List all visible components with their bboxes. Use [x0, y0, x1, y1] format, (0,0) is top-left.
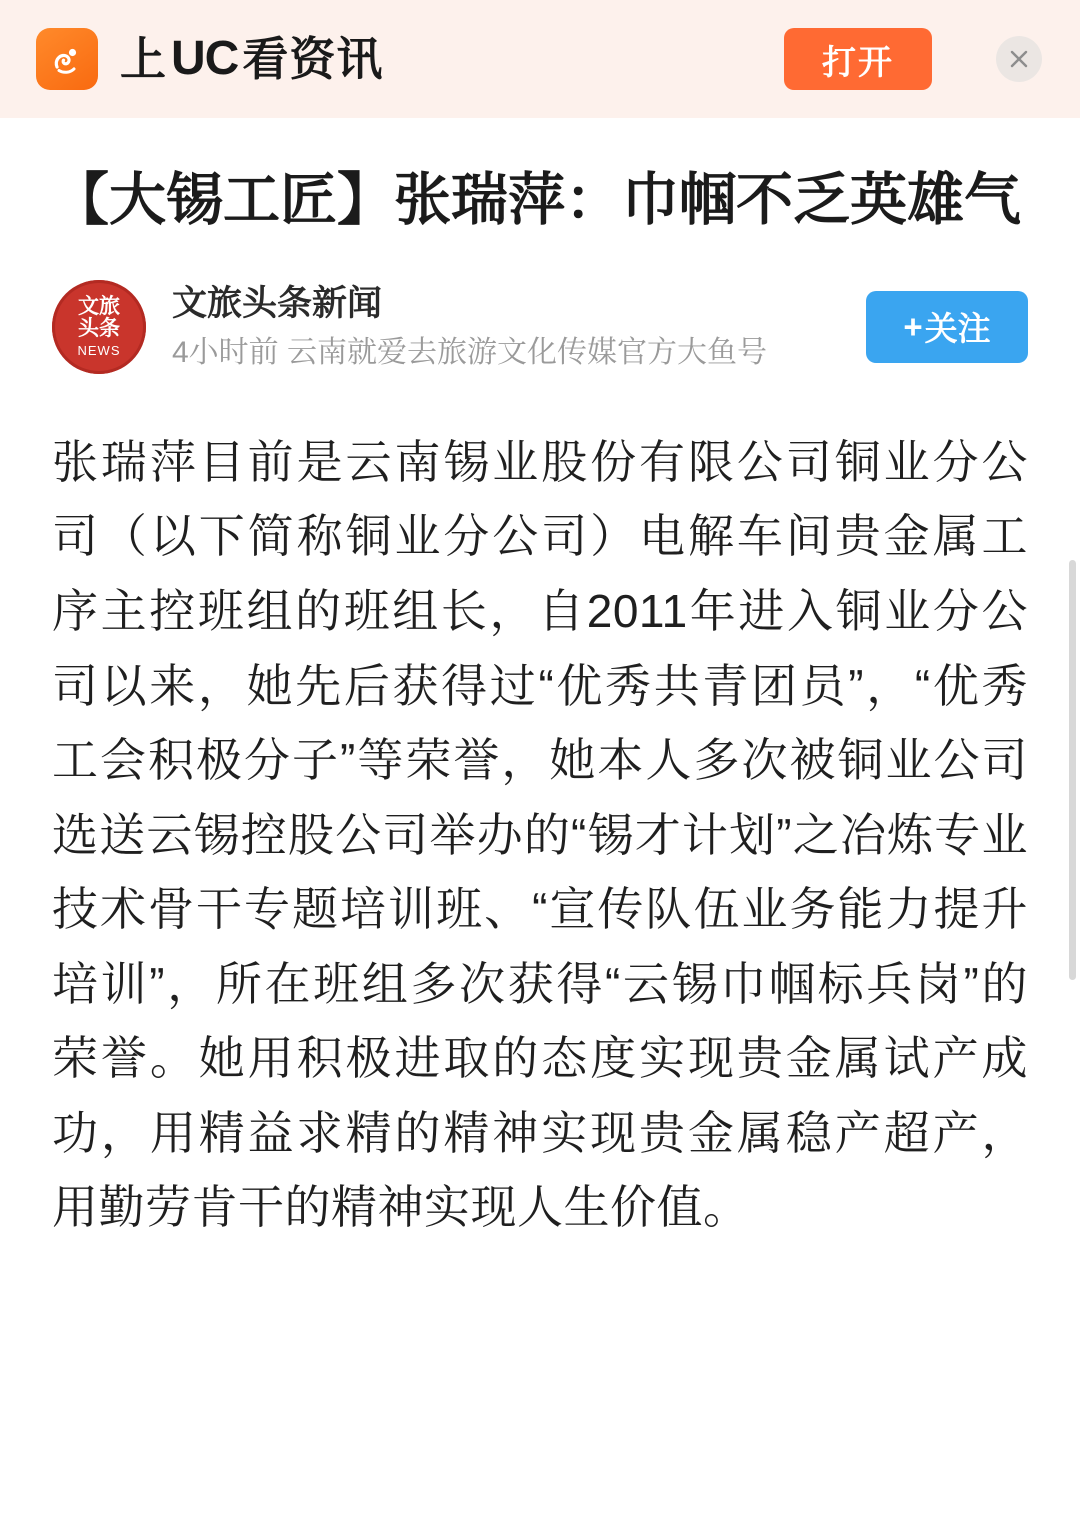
source-meta: 4小时前 云南就爱去旅游文化传媒官方大鱼号 — [172, 336, 768, 370]
uc-browser-logo-icon — [36, 28, 98, 90]
follow-button-label: 关注 — [924, 310, 991, 348]
promo-text-suffix: 看资讯 — [242, 33, 384, 85]
avatar-label-line2: 头条 — [78, 316, 120, 340]
plus-icon: + — [903, 307, 923, 345]
avatar-label-line1: 文旅 — [78, 294, 120, 318]
page-title: 【大锡工匠】张瑞萍：巾帼不乏英雄气 — [52, 168, 1021, 232]
byline-text — [172, 282, 767, 371]
promo-text-brand: UC — [171, 32, 239, 85]
article-container — [0, 118, 1080, 1245]
source-name[interactable]: 文旅头条新闻 — [172, 284, 383, 324]
promo-text-prefix: 上 — [120, 33, 167, 85]
follow-button[interactable] — [866, 291, 1028, 363]
avatar-label-bottom: NEWS — [77, 343, 121, 358]
open-in-app-button[interactable]: 打开 — [784, 28, 932, 90]
avatar-label-top — [78, 296, 120, 340]
avatar[interactable] — [52, 280, 146, 374]
scrollbar[interactable] — [1069, 560, 1076, 980]
close-icon[interactable] — [996, 36, 1042, 82]
article-paragraph: 张瑞萍目前是云南锡业股份有限公司铜业分公司（以下简称铜业分公司）电解车间贵金属工序主控班组的班组长，自2011年进入铜业分公司以来，她先后获得过“优秀共青团员”，“优秀工会积极分子”等荣誉，她本人多次被铜业公司选送云锡控股公司举办的“锡才计划”之冶炼专业技术骨干专题培训班、“宣传队伍业务能力提升培训”，所在班组多次获得“云锡巾帼标兵岗”的荣誉。她用积极进取的态度实现贵金属试产成功，用精益求精的精神实现贵金属稳产超产，用勤劳肯干的精神实现人生价值。 — [52, 435, 1028, 1234]
uc-promo-banner[interactable] — [0, 0, 1080, 118]
promo-text — [120, 32, 384, 85]
byline — [52, 279, 1028, 375]
